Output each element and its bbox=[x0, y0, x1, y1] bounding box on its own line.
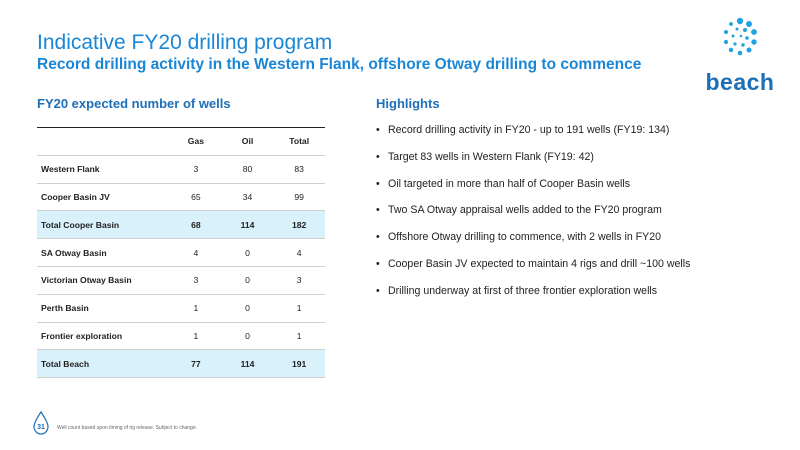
bullet: • bbox=[376, 284, 380, 297]
column-header-name bbox=[37, 128, 170, 156]
highlights-heading: Highlights bbox=[376, 96, 440, 111]
oil-cell: 80 bbox=[242, 164, 253, 175]
oil-cell: 34 bbox=[242, 191, 253, 202]
list-item bbox=[376, 178, 776, 205]
highlights-list bbox=[376, 124, 776, 312]
logo-wordmark: beach bbox=[705, 69, 775, 95]
list-item bbox=[376, 231, 776, 258]
table-row-subtotal bbox=[37, 211, 325, 239]
row-name: Perth Basin bbox=[41, 303, 89, 314]
table-row bbox=[37, 183, 325, 211]
total-cell: 1 bbox=[296, 330, 302, 341]
list-item-text: Drilling underway at first of three frontier exploration wells bbox=[388, 284, 658, 297]
list-item-text: Offshore Otway drilling to commence, with 2 wells in FY20 bbox=[388, 231, 661, 244]
table-row bbox=[37, 155, 325, 183]
column-header-gas: Gas bbox=[187, 136, 205, 147]
table-header-row bbox=[37, 128, 325, 156]
gas-cell: 3 bbox=[193, 164, 199, 175]
oil-cell: 0 bbox=[245, 330, 250, 341]
list-item-text: Target 83 wells in Western Flank (FY19: 42) bbox=[388, 150, 594, 163]
list-item bbox=[376, 285, 776, 312]
bullet: • bbox=[376, 204, 380, 217]
total-cell: 4 bbox=[296, 247, 302, 258]
row-name: Frontier exploration bbox=[41, 330, 123, 341]
total-cell: 1 bbox=[296, 303, 302, 314]
table-row bbox=[37, 239, 325, 267]
row-name: Total Beach bbox=[41, 358, 90, 369]
list-item-text: Record drilling activity in FY20 - up to 191 wells (FY19: 134) bbox=[388, 124, 670, 136]
gas-cell: 65 bbox=[191, 191, 201, 202]
page-subtitle: Record drilling activity in the Western Flank, offshore Otway drilling to commence bbox=[37, 56, 642, 73]
table-row bbox=[37, 266, 325, 294]
row-name: Victorian Otway Basin bbox=[41, 275, 132, 286]
total-cell: 83 bbox=[294, 164, 304, 175]
row-name: SA Otway Basin bbox=[41, 247, 107, 258]
bullet: • bbox=[376, 231, 380, 244]
bullet: • bbox=[376, 257, 380, 270]
table-row bbox=[37, 294, 325, 322]
row-name: Western Flank bbox=[41, 164, 100, 175]
beach-logo bbox=[700, 12, 780, 95]
row-name: Total Cooper Basin bbox=[41, 219, 120, 230]
page-title: Indicative FY20 drilling program bbox=[37, 31, 333, 54]
gas-cell: 77 bbox=[191, 358, 201, 369]
oil-cell: 0 bbox=[245, 247, 250, 258]
footnote: Well count based upon timing of rig release. Subject to change. bbox=[57, 425, 197, 431]
wells-table bbox=[37, 127, 325, 378]
table-row bbox=[37, 322, 325, 350]
gas-cell: 4 bbox=[193, 247, 199, 258]
list-item-text: Oil targeted in more than half of Cooper Basin wells bbox=[388, 177, 631, 190]
total-cell: 191 bbox=[291, 358, 307, 369]
gas-cell: 1 bbox=[193, 330, 199, 341]
list-item bbox=[376, 204, 776, 231]
total-cell: 182 bbox=[291, 219, 307, 230]
total-cell: 3 bbox=[296, 275, 302, 286]
oil-cell: 114 bbox=[240, 358, 255, 369]
gas-cell: 3 bbox=[193, 275, 199, 286]
water-drop-ring-icon bbox=[700, 12, 780, 72]
table-row-total bbox=[37, 350, 325, 378]
list-item-text: Cooper Basin JV expected to maintain 4 rigs and drill ~100 wells bbox=[388, 257, 691, 270]
bullet: • bbox=[376, 177, 380, 190]
oil-cell: 114 bbox=[240, 219, 255, 230]
list-item bbox=[376, 151, 776, 178]
total-cell: 99 bbox=[294, 191, 304, 202]
bullet: • bbox=[376, 150, 380, 163]
column-header-total: Total bbox=[289, 136, 310, 147]
page-drop-icon bbox=[32, 411, 50, 435]
row-name: Cooper Basin JV bbox=[41, 191, 110, 202]
table-heading: FY20 expected number of wells bbox=[37, 96, 231, 111]
oil-cell: 0 bbox=[245, 275, 250, 286]
gas-cell: 1 bbox=[193, 303, 199, 314]
list-item-text: Two SA Otway appraisal wells added to the FY20 program bbox=[388, 204, 662, 217]
page-number: 31 bbox=[37, 424, 45, 431]
list-item bbox=[376, 124, 776, 151]
column-header-oil: Oil bbox=[241, 136, 254, 147]
gas-cell: 68 bbox=[191, 219, 201, 230]
oil-cell: 0 bbox=[245, 303, 250, 314]
bullet: • bbox=[376, 124, 380, 136]
list-item bbox=[376, 258, 776, 285]
